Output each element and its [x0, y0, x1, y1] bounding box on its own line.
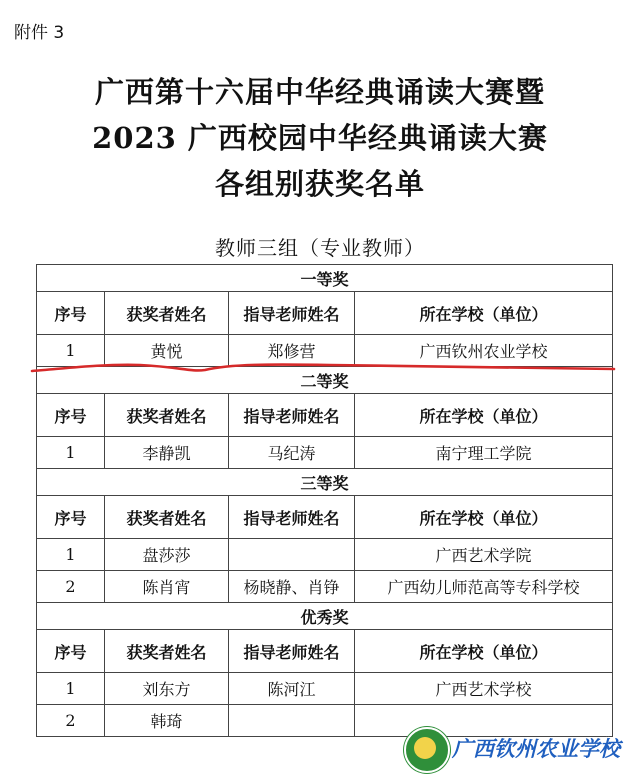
section-title: 一等奖	[37, 265, 613, 292]
cell-no: 1	[37, 539, 105, 571]
table-row	[37, 335, 613, 367]
cell-winner: 韩琦	[105, 705, 229, 737]
header-teacher: 指导老师姓名	[229, 496, 355, 539]
header-school: 所在学校（单位）	[355, 496, 613, 539]
section-title: 优秀奖	[37, 603, 613, 630]
cell-school: 广西幼儿师范高等专科学校	[355, 571, 613, 603]
table-row	[37, 437, 613, 469]
table-header-row	[37, 394, 613, 437]
cell-no: 1	[37, 437, 105, 469]
header-no: 序号	[37, 630, 105, 673]
table-row	[37, 539, 613, 571]
cell-winner: 盘莎莎	[105, 539, 229, 571]
section-title: 二等奖	[37, 367, 613, 394]
cell-teacher: 郑修营	[229, 335, 355, 367]
header-no: 序号	[37, 394, 105, 437]
cell-winner: 刘东方	[105, 673, 229, 705]
cell-winner: 陈肖宵	[105, 571, 229, 603]
cell-teacher	[229, 539, 355, 571]
header-winner: 获奖者姓名	[105, 496, 229, 539]
header-winner: 获奖者姓名	[105, 394, 229, 437]
cell-teacher: 杨晓静、肖铮	[229, 571, 355, 603]
header-school: 所在学校（单位）	[355, 394, 613, 437]
header-teacher: 指导老师姓名	[229, 630, 355, 673]
cell-school: 广西艺术学校	[355, 673, 613, 705]
header-school: 所在学校（单位）	[355, 630, 613, 673]
header-school: 所在学校（单位）	[355, 292, 613, 335]
document-title-line-2: 2023 广西校园中华经典诵读大赛	[92, 121, 548, 155]
cell-school: 广西钦州农业学校	[355, 335, 613, 367]
cell-no: 1	[37, 673, 105, 705]
cell-teacher: 马纪涛	[229, 437, 355, 469]
header-winner: 获奖者姓名	[105, 630, 229, 673]
table-row	[37, 571, 613, 603]
section-title: 三等奖	[37, 469, 613, 496]
document-title-line-3: 各组别获奖名单	[214, 167, 425, 201]
table-header-row	[37, 496, 613, 539]
school-logo-icon	[404, 727, 450, 773]
header-no: 序号	[37, 292, 105, 335]
table-header-row	[37, 630, 613, 673]
section-excellence-prize	[37, 603, 613, 630]
watermark-text: 广西钦州农业学校	[452, 737, 620, 761]
header-winner: 获奖者姓名	[105, 292, 229, 335]
document-title-line-1: 广西第十六届中华经典诵读大赛暨	[94, 75, 545, 109]
cell-school: 广西艺术学院	[355, 539, 613, 571]
header-no: 序号	[37, 496, 105, 539]
school-logo-center	[414, 737, 436, 759]
cell-winner: 李静凯	[105, 437, 229, 469]
attachment-label: 附件 3	[14, 23, 65, 43]
cell-no: 2	[37, 571, 105, 603]
header-teacher: 指导老师姓名	[229, 394, 355, 437]
section-third-prize	[37, 469, 613, 496]
cell-school: 南宁理工学院	[355, 437, 613, 469]
cell-no: 2	[37, 705, 105, 737]
header-teacher: 指导老师姓名	[229, 292, 355, 335]
section-second-prize	[37, 367, 613, 394]
table-row	[37, 673, 613, 705]
award-table	[36, 264, 613, 737]
cell-no: 1	[37, 335, 105, 367]
school-watermark	[404, 727, 636, 771]
cell-teacher: 陈河江	[229, 673, 355, 705]
section-first-prize	[37, 265, 613, 292]
group-title: 教师三组（专业教师）	[215, 236, 425, 260]
cell-winner: 黄悦	[105, 335, 229, 367]
table-header-row	[37, 292, 613, 335]
cell-teacher	[229, 705, 355, 737]
